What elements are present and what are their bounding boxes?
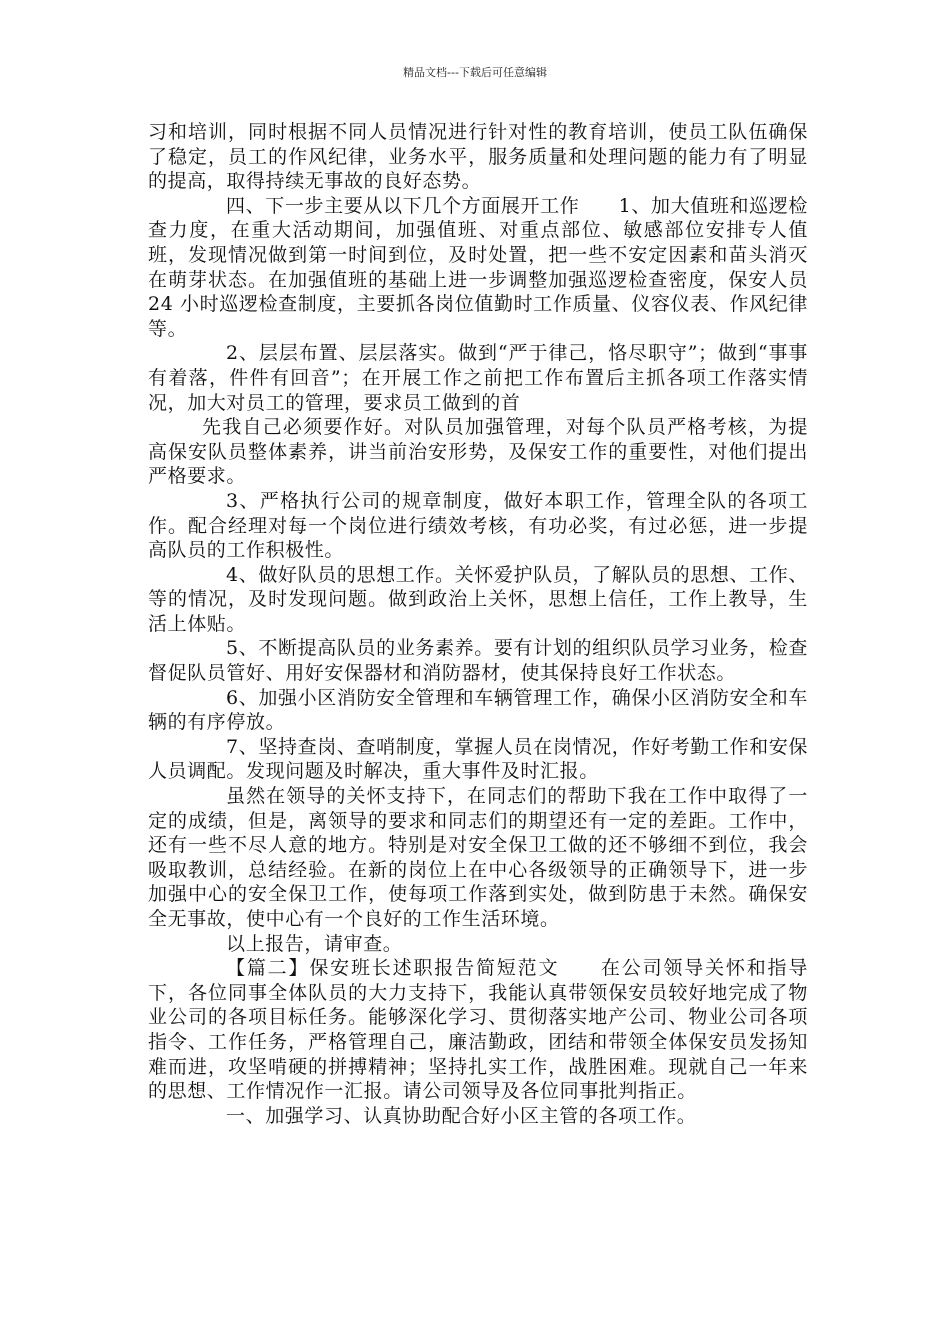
paragraph-item-4: 4、做好队员的思想工作。关怀爱护队员，了解队员的思想、工作、等的情况，及时发现问题。做到政治上关怀，思想上信任，工作上教导，生活上体贴。: [148, 563, 808, 635]
document-body: [148, 120, 808, 1128]
paragraph-training-continued: 习和培训，同时根据不同人员情况进行针对性的教育培训，使员工队伍确保了稳定，员工的作风纪律，业务水平，服务质量和处理问题的能力有了明显的提高，取得持续无事故的良好态势。: [148, 121, 808, 193]
paragraph-item-3: 3、严格执行公司的规章制度，做好本职工作，管理全队的各项工作。配合经理对每一个岗位进行绩效考核，有功必奖，有过必惩，进一步提高队员的工作积极性。: [148, 489, 808, 562]
paragraph-section-four: 四、下一步主要从以下几个方面展开工作 1、加大值班和巡逻检查力度，在重大活动期间，加强值班、对重点部位、敏感部位安排专人值班，发现情况做到第一时间到位，及时处置，把一些不安定因素和苗头消灭在萌芽状态。在加强值班的基础上进一步调整加强巡逻检查密度，保安人员 24 小时巡逻检查制度，主要抓各岗位值勤时工作质量、仪容仪表、作风纪律等。: [148, 194, 808, 340]
paragraph-summary: 虽然在领导的关怀支持下，在同志们的帮助下我在工作中取得了一定的成绩，但是，离领导的要求和同志们的期望还有一定的差距。工作中，还有一些不尽人意的地方。特别是对安全保卫工做的还不够细不到位，我会吸取教训，总结经验。在新的岗位上在中心各级领导的正确领导下，进一步加强中心的安全保卫工作，使每项工作落到实处，做到防患于未然。确保安全无事故，使中心有一个良好的工作生活环境。: [148, 785, 808, 930]
paragraph-item-7: 7、坚持查岗、查哨制度，掌握人员在岗情况，作好考勤工作和安保人员调配。发现问题及时解决，重大事件及时汇报。: [148, 735, 808, 783]
paragraph-item-2: 2、层层布置、层层落实。做到“严于律己，恪尽职守”；做到“事事有着落，件件有回音”；在开展工作之前把工作布置后主抓各项工作落实情况，加大对员工的管理，要求员工做到的首: [148, 342, 808, 414]
paragraph-part-two: 【篇二】保安班长述职报告简短范文 在公司领导关怀和指导下，各位同事全体队员的大力支持下，我能认真带领保安员较好地完成了物业公司的各项目标任务。能够深化学习、贯彻落实地产公司、物业公司各项指令、工作任务，严格管理自己，廉洁勤政，团结和带领全体保安员发扬知难而进，攻坚啃硬的拼搏精神；坚持扎实工作，战胜困难。现就自己一年来的思想、工作情况作一汇报。请公司领导及各位同事批判指正。: [148, 957, 808, 1103]
page-header: 精品文档---下载后可任意编辑: [403, 66, 547, 79]
paragraph-section-one: 一、加强学习、认真协助配合好小区主管的各项工作。: [226, 1104, 697, 1127]
paragraph-item-2-continued: 先我自己必须要作好。对队员加强管理，对每个队员严格考核，为提高保安队员整体素养，讲当前治安形势，及保安工作的重要性，对他们提出严格要求。: [148, 416, 808, 488]
paragraph-closing: 以上报告，请审查。: [226, 932, 403, 955]
paragraph-item-5: 5、不断提高队员的业务素养。要有计划的组织队员学习业务，检查督促队员管好、用好安保器材和消防器材，使其保持良好工作状态。: [148, 637, 808, 685]
paragraph-item-6: 6、加强小区消防安全管理和车辆管理工作，确保小区消防安全和车辆的有序停放。: [148, 686, 808, 734]
